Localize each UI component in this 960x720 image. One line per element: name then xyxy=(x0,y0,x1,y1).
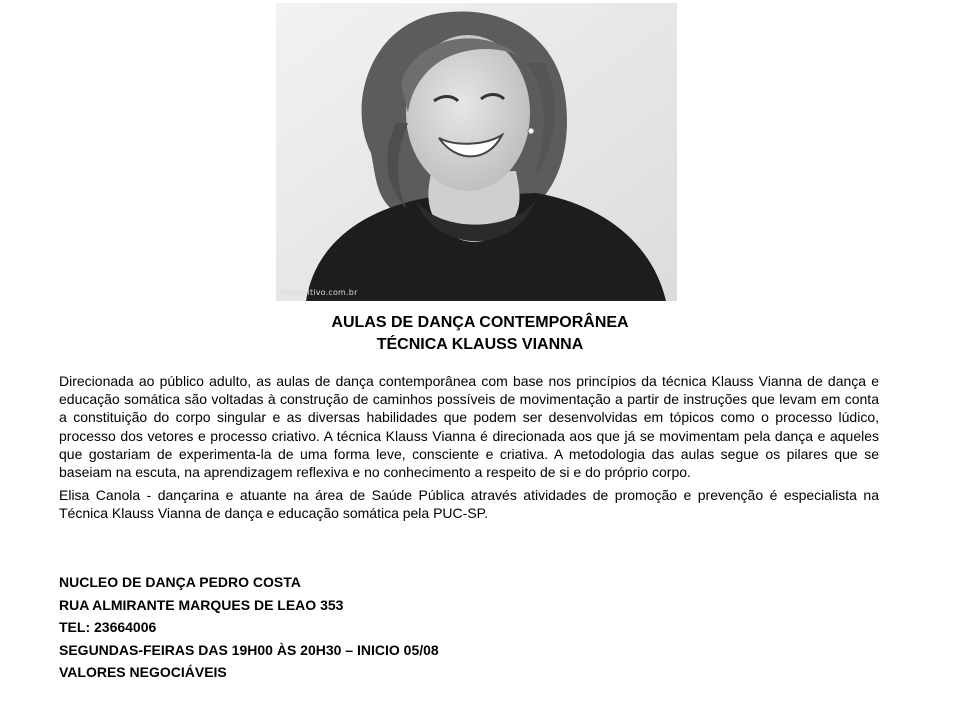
contact-info xyxy=(59,571,879,684)
title-line-1: AULAS DE DANÇA CONTEMPORÂNEA xyxy=(331,314,629,331)
pricing-note: VALORES NEGOCIÁVEIS xyxy=(59,664,227,680)
class-schedule: SEGUNDAS-FEIRAS DAS 19H00 ÀS 20H30 – INICIO 05/08 xyxy=(59,641,439,658)
phone-number: TEL: 23664006 xyxy=(59,619,157,635)
instructor-photo xyxy=(276,3,677,301)
venue-name: NUCLEO DE DANÇA PEDRO COSTA xyxy=(59,574,301,590)
portrait-illustration xyxy=(276,3,677,301)
photo-watermark: diapositivo.com.br xyxy=(280,288,358,297)
description xyxy=(59,372,879,528)
description-paragraph-1: Direcionada ao público adulto, as aulas de dança contemporânea com base nos princípios da técnica Klauss Vianna de dança e educação somática são voltadas à construção de caminhos possíveis de movimentação a partir de instruções que levam em conta a constituição do corpo singular e as diversas habilidades que podem ser desenvolvidas em tópicos como o processo lúdico, processo dos vetores e processo criativo. A técnica Klauss Vianna é direcionada aos que já se movimentam pela dança e aqueles que gostariam de experimenta-la de uma forma leve, consciente e criativa. A metodologia das aulas segue os pilares que se baseiam na escuta, na aprendizagem reflexiva e no conhecimento a respeito de si e do próprio corpo. xyxy=(59,373,879,481)
title-line-2: TÉCNICA KLAUSS VIANNA xyxy=(376,336,584,353)
venue-address: RUA ALMIRANTE MARQUES DE LEAO 353 xyxy=(59,596,344,613)
page-title xyxy=(0,312,960,356)
description-paragraph-2: Elisa Canola - dançarina e atuante na área de Saúde Pública através atividades de promoção e prevenção é especialista na Técnica Klauss Vianna de dança e educação somática pela PUC-SP. xyxy=(59,487,879,522)
